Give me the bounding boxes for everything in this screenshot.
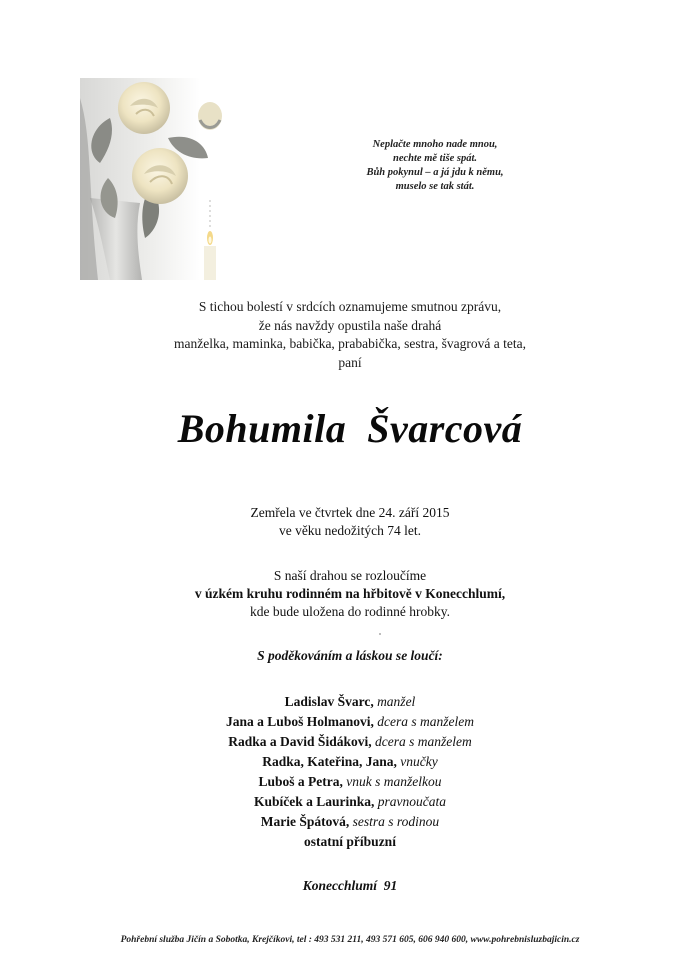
mourner-name: Radka a David Šidákovi, [228, 734, 372, 749]
mourner-relation: sestra s rodinou [349, 814, 440, 829]
mourner-name: Kubíček a Laurinka, [253, 794, 375, 809]
mourner-row [0, 732, 700, 752]
mourner-row [0, 812, 700, 832]
speck-mark [379, 633, 381, 635]
residence-place: Konecchlumí 91 [302, 878, 398, 893]
funeral-service-footer: Pohřební služba Jičín a Sobotka, Krejčíkovi, tel : 493 531 211, 493 571 605, 606 940 600, www.pohrebnisluzbajicin.cz [120, 935, 580, 945]
mourner-name: Luboš a Petra, [258, 774, 343, 789]
flower-candle-image [80, 78, 240, 280]
death-info-line: Zemřela ve čtvrtek dne 24. září 2015 [250, 505, 450, 520]
deceased-name: Bohumila Švarcová [177, 406, 523, 451]
announcement-line: paní [338, 354, 362, 370]
mourner-name: Radka, Kateřina, Jana, [262, 754, 397, 769]
mourner-row [0, 792, 700, 812]
mourner-name: ostatní příbuzní [304, 834, 396, 849]
farewell-info [100, 567, 600, 621]
mourner-row [0, 712, 700, 732]
mourner-relation: manžel [373, 694, 416, 709]
mourners-list [0, 692, 700, 852]
mourner-relation: pravnoučata [374, 794, 447, 809]
mourner-name: Marie Špátová, [260, 814, 350, 829]
announcement-line: že nás navždy opustila naše drahá [258, 317, 442, 333]
poem-line: Bůh pokynul – a já jdu k němu, [366, 167, 504, 178]
mourner-row [0, 772, 700, 792]
poem-line: muselo se tak stát. [395, 181, 475, 192]
mourner-name: Jana a Luboš Holmanovi, [226, 714, 374, 729]
farewell-location: v úzkém kruhu rodinném na hřbitově v Konecchlumí, [194, 586, 506, 601]
mourner-relation: vnuk s manželkou [342, 774, 442, 789]
poem [340, 138, 530, 194]
death-info-line: ve věku nedožitých 74 let. [278, 523, 422, 538]
mourner-name: Ladislav Švarc, [284, 694, 374, 709]
thanks-heading: S poděkováním a láskou se loučí: [257, 648, 443, 663]
mourner-relation: dcera s manželem [371, 734, 472, 749]
announcement-line: manželka, maminka, babička, prababička, sestra, švagrová a teta, [174, 336, 526, 351]
announcement-line: S tichou bolestí v srdcích oznamujeme smutnou zprávu, [198, 299, 502, 314]
death-info [100, 504, 600, 540]
poem-line: nechte mě tiše spát. [393, 153, 477, 164]
mourner-relation: vnučky [396, 754, 438, 769]
mourner-row [0, 692, 700, 712]
announcement [100, 298, 600, 372]
farewell-line: S naší drahou se rozloučíme [273, 568, 427, 583]
mourner-row [0, 752, 700, 772]
farewell-line: kde bude uložena do rodinné hrobky. [249, 604, 451, 619]
poem-line: Neplačte mnoho nade mnou, [372, 139, 498, 150]
mourner-relation: dcera s manželem [373, 714, 474, 729]
mourner-row [0, 832, 700, 852]
